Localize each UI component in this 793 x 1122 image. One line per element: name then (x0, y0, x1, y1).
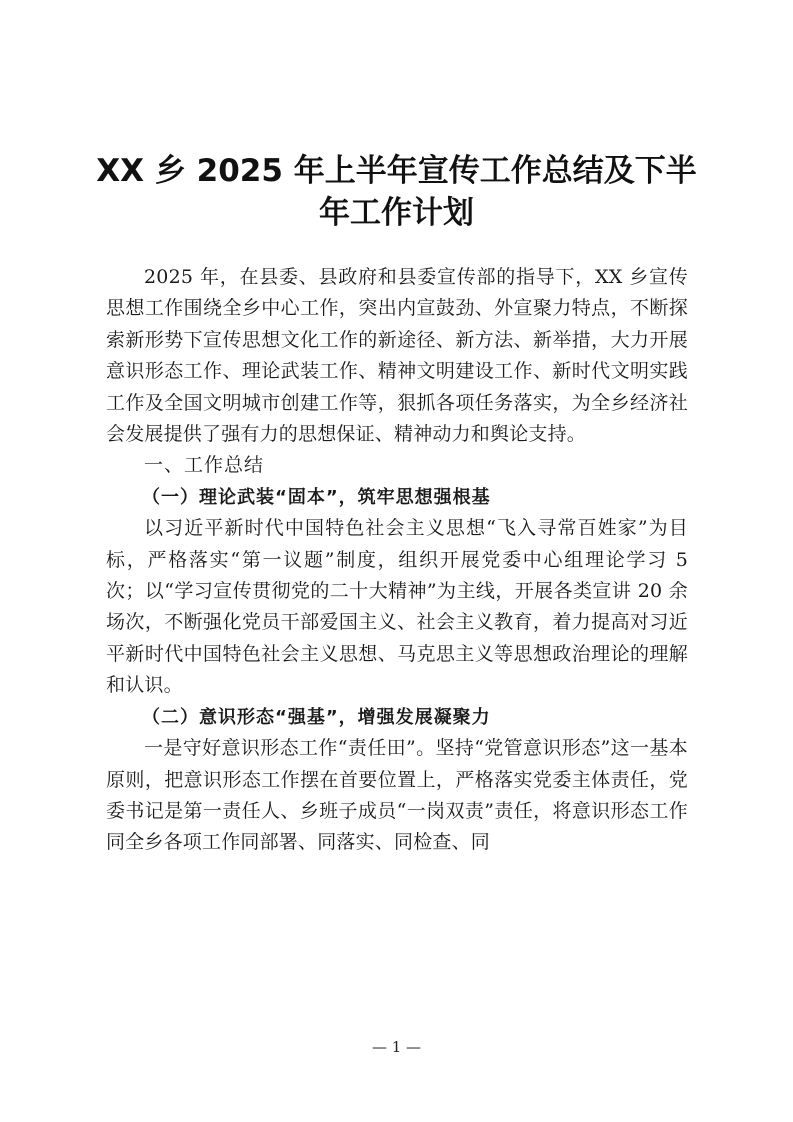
title-line-2: 年工作计划 (319, 195, 474, 231)
section-heading-summary: 一、工作总结 (144, 454, 265, 477)
document-title (96, 150, 697, 234)
subsection-heading-theory: （一）理论武装“固本”，筑牢思想强根基 (142, 486, 491, 508)
subsection-heading-ideology: （二）意识形态“强基”，增强发展凝聚力 (142, 706, 491, 728)
page-number: — 1 — (371, 1038, 422, 1056)
document-body (106, 262, 688, 859)
theory-paragraph: 以习近平新时代中国特色社会主义思想“飞入寻常百姓家”为目标，严格落实“第一议题”制度，组织开展党委中心组理论学习 5 次；以“学习宣传贯彻党的二十大精神”为主线，开展各类宣讲 20 余场次，不断强化党员干部爱国主义、社会主义教育，着力提高对习近平新时代中国特色社会主义思想、马克思主义等思想政治理论的理解和认识。 (106, 517, 688, 697)
intro-paragraph: 2025 年，在县委、县政府和县委宣传部的指导下，XX 乡宣传思想工作围绕全乡中心工作，突出内宣鼓劲、外宣聚力特点，不断探索新形势下宣传思想文化工作的新途径、新方法、新举措，大力开展意识形态工作、理论武装工作、精神文明建设工作、新时代文明实践工作及全国文明城市创建工作等，狠抓各项任务落实，为全乡经济社会发展提供了强有力的思想保证、精神动力和舆论支持。 (106, 266, 688, 446)
title-line-1: XX 乡 2025 年上半年宣传工作总结及下半 (96, 153, 697, 189)
ideology-paragraph: 一是守好意识形态工作“责任田”。坚持“党管意识形态”这一基本原则，把意识形态工作摆在首要位置上，严格落实党委主体责任，党委书记是第一责任人、乡班子成员“一岗双责”责任，将意识形态工作同全乡各项工作同部署、同落实、同检查、同 (106, 737, 688, 854)
